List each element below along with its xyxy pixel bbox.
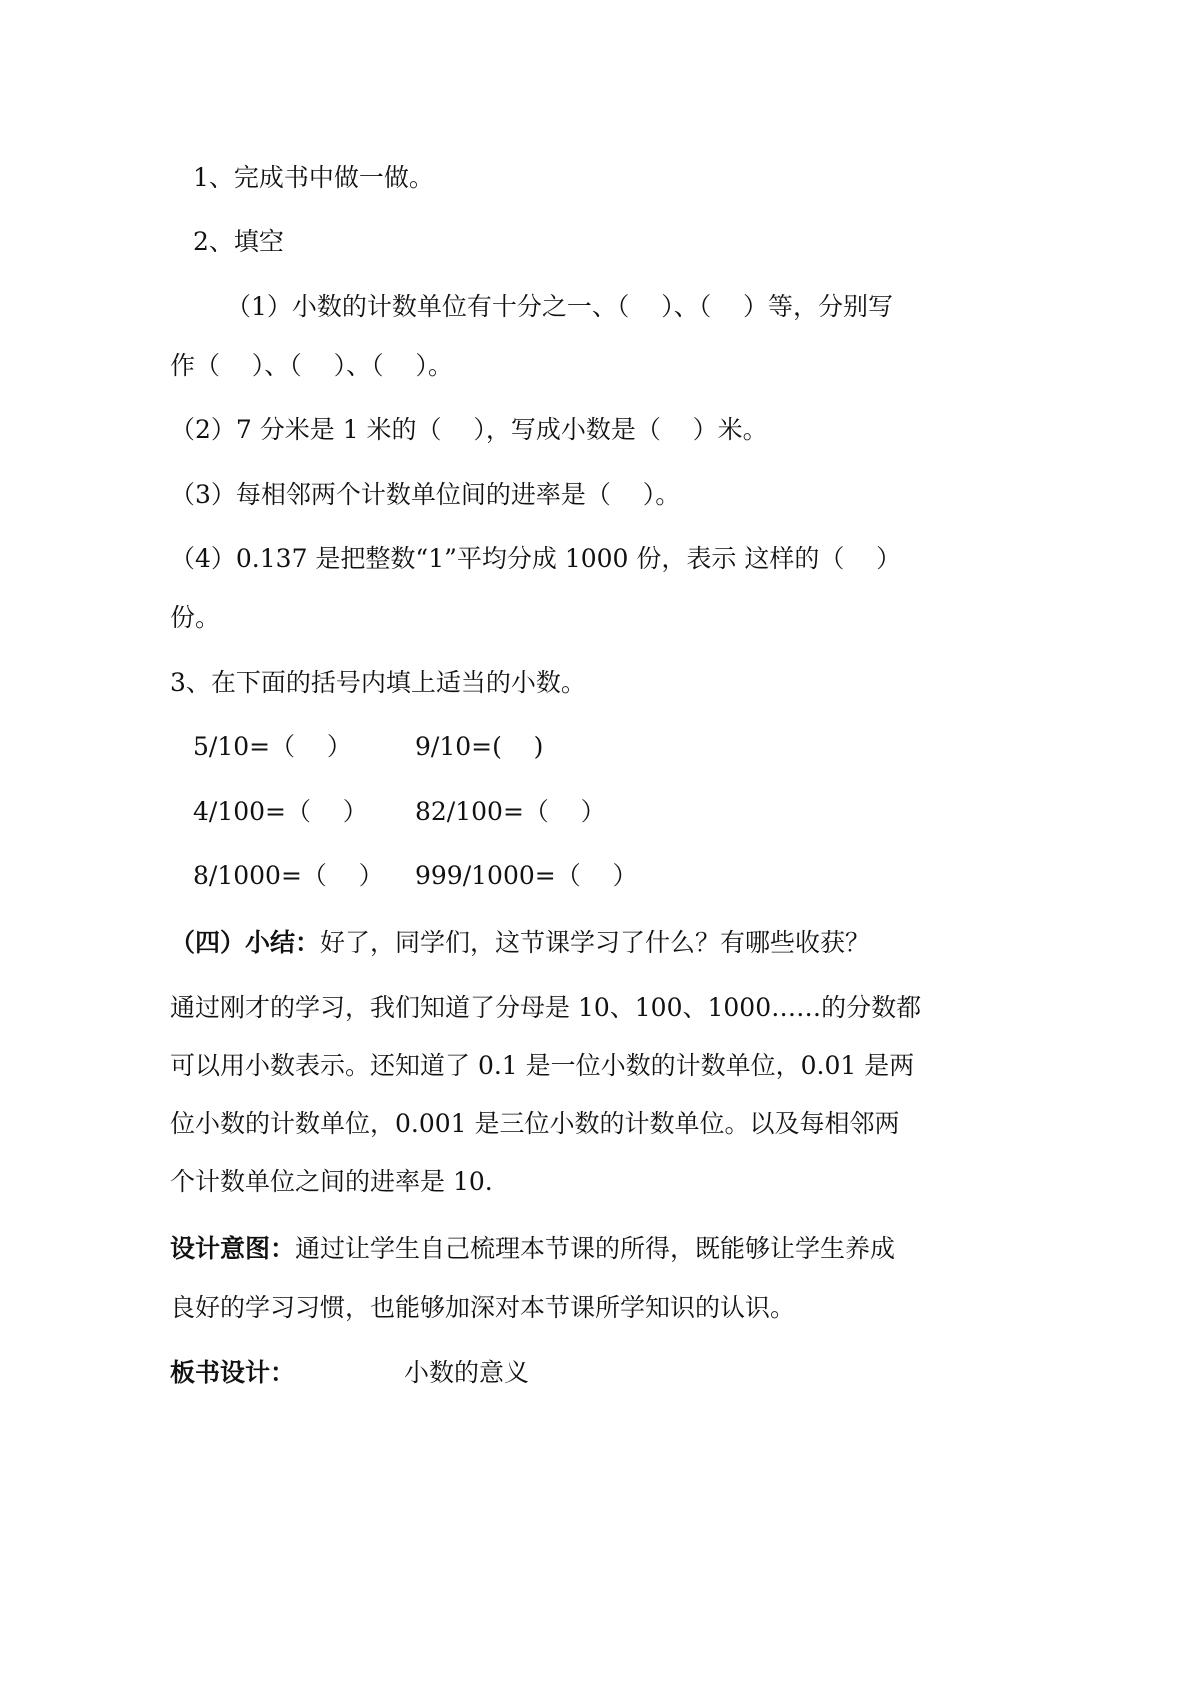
board-design-line [170, 1357, 295, 1389]
design-intent-line-1 [170, 1233, 895, 1265]
question-4-line-2: 份。 [170, 603, 221, 632]
fraction-item: 9/10=( ) [415, 732, 544, 761]
question-1-line-2: 作（ ）、（ ）、（ ）。 [170, 351, 453, 380]
question-4-line-1: （4）0.137 是把整数“1”平均分成 1000 份，表示 这样的（ ） [170, 544, 902, 573]
design-intent-line-2: 良好的学习习惯，也能够加深对本节课所学知识的认识。 [170, 1293, 796, 1322]
exercise-1: 1、完成书中做一做。 [193, 163, 434, 192]
fraction-item: 82/100=（ ） [415, 797, 606, 826]
fraction-item: 999/1000=（ ） [415, 861, 638, 890]
fraction-item: 4/100=（ ） [193, 797, 368, 826]
exercise-3-heading: 3、在下面的括号内填上适当的小数。 [170, 668, 586, 697]
question-2: （2）7 分米是 1 米的（ ），写成小数是（ ）米。 [170, 415, 768, 444]
fraction-item: 5/10=（ ） [193, 732, 352, 761]
exercise-2-heading: 2、填空 [193, 227, 284, 256]
design-intent-heading: 设计意图： [170, 1234, 296, 1263]
board-design-title: 小数的意义 [404, 1358, 530, 1387]
summary-body-line: 个计数单位之间的进率是 10. [170, 1167, 493, 1196]
fraction-item: 8/1000=（ ） [193, 861, 384, 890]
summary-heading: （四）小结： [170, 928, 321, 957]
design-intent-text: 通过让学生自己梳理本节课的所得，既能够让学生养成 [295, 1234, 896, 1263]
board-design-heading: 板书设计： [170, 1358, 296, 1387]
summary-body-line: 通过刚才的学习，我们知道了分母是 10、100、1000……的分数都 [170, 993, 922, 1022]
question-1-line-1: （1）小数的计数单位有十分之一、（ ）、（ ）等，分别写 [226, 292, 893, 321]
question-3: （3）每相邻两个计数单位间的进率是（ ）。 [170, 480, 681, 509]
summary-line [170, 927, 870, 959]
summary-body-line: 可以用小数表示。还知道了 0.1 是一位小数的计数单位，0.01 是两 [170, 1051, 915, 1080]
summary-intro: 好了，同学们，这节课学习了什么？有哪些收获？ [320, 928, 871, 957]
summary-body-line: 位小数的计数单位，0.001 是三位小数的计数单位。以及每相邻两 [170, 1109, 900, 1138]
